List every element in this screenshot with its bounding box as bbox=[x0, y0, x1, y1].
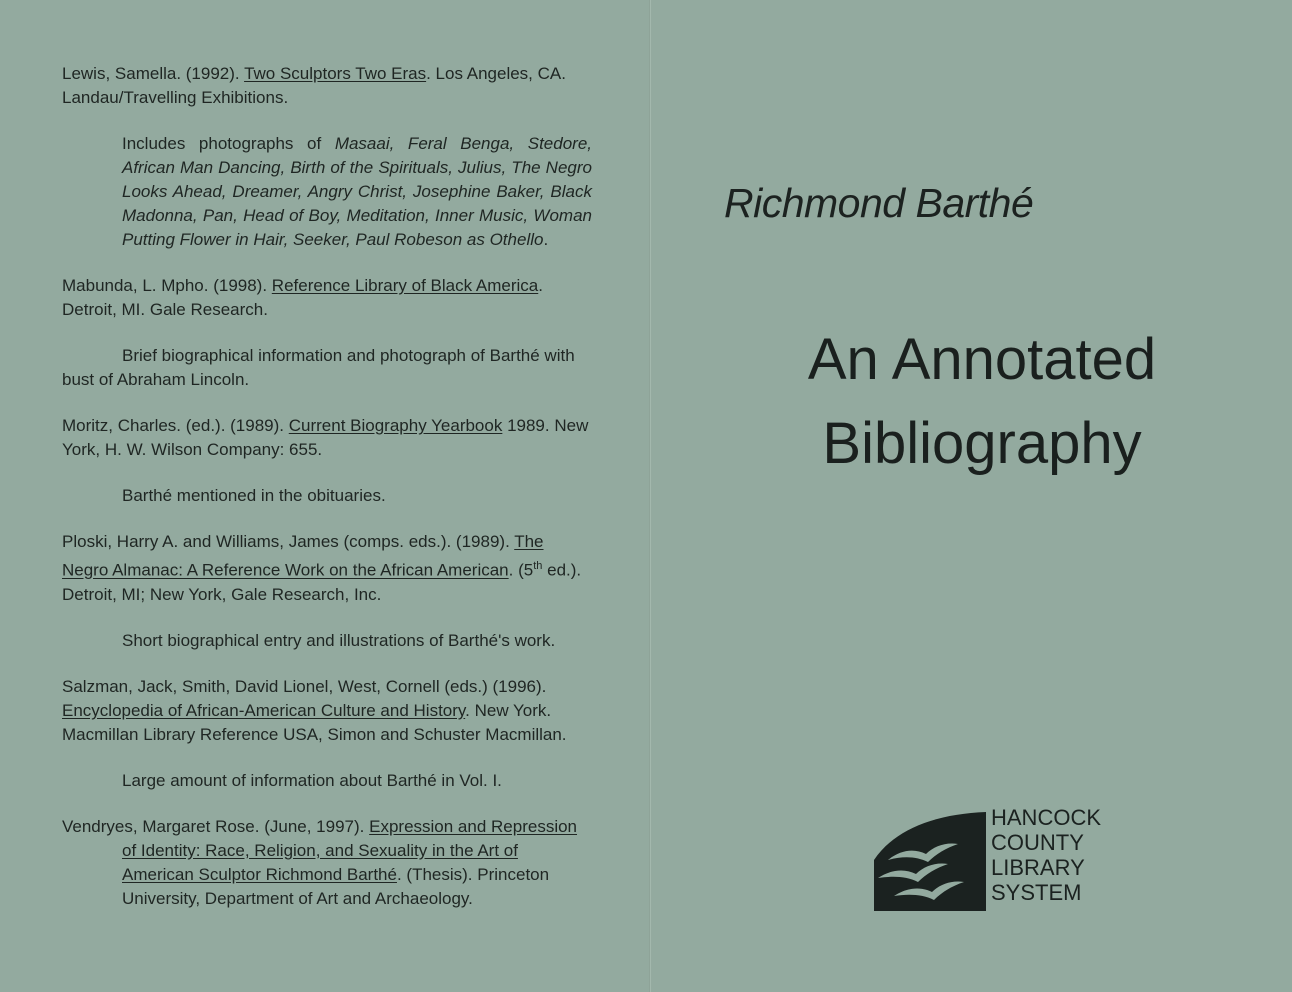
annotation-lewis: Includes photographs of Masaai, Feral Benga, Stedore, African Man Dancing, Birth of the Spirituals, Julius, The Negro Looks Ahead, Dreamer, Angry Christ, Josephine Baker, Black Madonna, Pan, Head of Boy, Meditation, Inner Music, Woman Putting Flower in Hair, Seeker, Paul Robeson as Othello. bbox=[122, 134, 593, 249]
citation-title: The Negro Almanac: A Reference Work on the African American bbox=[62, 532, 544, 580]
logo-line-3: LIBRARY bbox=[991, 855, 1085, 880]
library-name bbox=[991, 805, 1101, 905]
title-line-2: Bibliography bbox=[822, 411, 1142, 476]
annotation-salzman: Large amount of information about Barthé in Vol. I. bbox=[122, 770, 502, 790]
citation-publisher: ed.). Detroit, MI; New York, Gale Research, Inc. bbox=[62, 560, 582, 604]
citation-salzman bbox=[62, 675, 592, 747]
citation-publisher: 1989. New York, H. W. Wilson Company: 655. bbox=[62, 416, 589, 459]
citation-title: Expression and Repression of Identity: Race, Religion, and Sexuality in the Art of American Sculptor Richmond Barthé bbox=[122, 816, 578, 884]
edition-superscript: th bbox=[533, 560, 543, 572]
citation-title: Two Sculptors Two Eras bbox=[244, 64, 427, 83]
citation-publisher: . (Thesis). Princeton University, Department of Art and Archaeology. bbox=[122, 864, 550, 908]
logo-line-1: HANCOCK bbox=[991, 805, 1102, 830]
citation-title: Current Biography Yearbook bbox=[288, 416, 503, 435]
annotation-ploski: Short biographical entry and illustrations of Barthé's work. bbox=[122, 630, 556, 650]
cover-title bbox=[652, 318, 1292, 486]
citation-publisher: . Detroit, MI. Gale Research. bbox=[62, 276, 543, 319]
citation-title: Reference Library of Black America bbox=[271, 276, 539, 295]
citation-ploski: Ploski, Harry A. and Williams, James (comps. eds.). (1989). The Negro Almanac: A Reference Work on the African American. (5th ed.). Detroit, MI; New York, Gale Research, Inc. bbox=[62, 532, 582, 604]
annotation-moritz: Barthé mentioned in the obituaries. bbox=[122, 486, 386, 505]
bibliography-panel bbox=[62, 62, 592, 933]
logo-line-4: SYSTEM bbox=[991, 880, 1082, 905]
citation-author: Vendryes, Margaret Rose. (June, 1997). bbox=[62, 816, 370, 836]
citation-publisher: . Los Angeles, CA. Landau/Travelling Exhibitions. bbox=[62, 64, 566, 107]
citation-lewis bbox=[62, 62, 592, 110]
citation-mabunda bbox=[62, 274, 592, 322]
citation-author: Mabunda, L. Mpho. (1998). bbox=[62, 276, 272, 295]
citation-author: Ploski, Harry A. and Williams, James (comps. eds.). (1989). bbox=[62, 532, 515, 551]
citation-author: Lewis, Samella. (1992). bbox=[62, 64, 245, 83]
logo-line-2: COUNTY bbox=[991, 830, 1084, 855]
citation-moritz bbox=[62, 414, 592, 462]
library-logo bbox=[864, 805, 1124, 915]
title-line-1: An Annotated bbox=[807, 327, 1157, 392]
citation-title: Encyclopedia of African-American Culture and History bbox=[62, 700, 466, 720]
citation-author: Moritz, Charles. (ed.). (1989). bbox=[62, 416, 289, 435]
works-list: Masaai, Feral Benga, Stedore, African Man Dancing, Birth of the Spirituals, Julius, The Negro Looks Ahead, Dreamer, Angry Christ, Josephine Baker, Black Madonna, Pan, Head of Boy, Meditation, Inner Music, Woman Putting Flower in Hair, Seeker, Paul Robeson as Othello bbox=[122, 134, 593, 249]
subject-name: Richmond Barthé bbox=[724, 180, 1034, 226]
birds-over-wave-icon bbox=[864, 808, 986, 911]
cover-panel bbox=[652, 0, 1292, 992]
annotation-mabunda: Brief biographical information and photograph of Barthé with bust of Abraham Lincoln. bbox=[62, 346, 575, 389]
citation-publisher: . New York. Macmillan Library Reference USA, Simon and Schuster Macmillan. bbox=[62, 700, 567, 744]
citation-vendryes bbox=[62, 815, 592, 911]
citation-author: Salzman, Jack, Smith, David Lionel, West, Cornell (eds.) (1996). bbox=[62, 676, 547, 696]
